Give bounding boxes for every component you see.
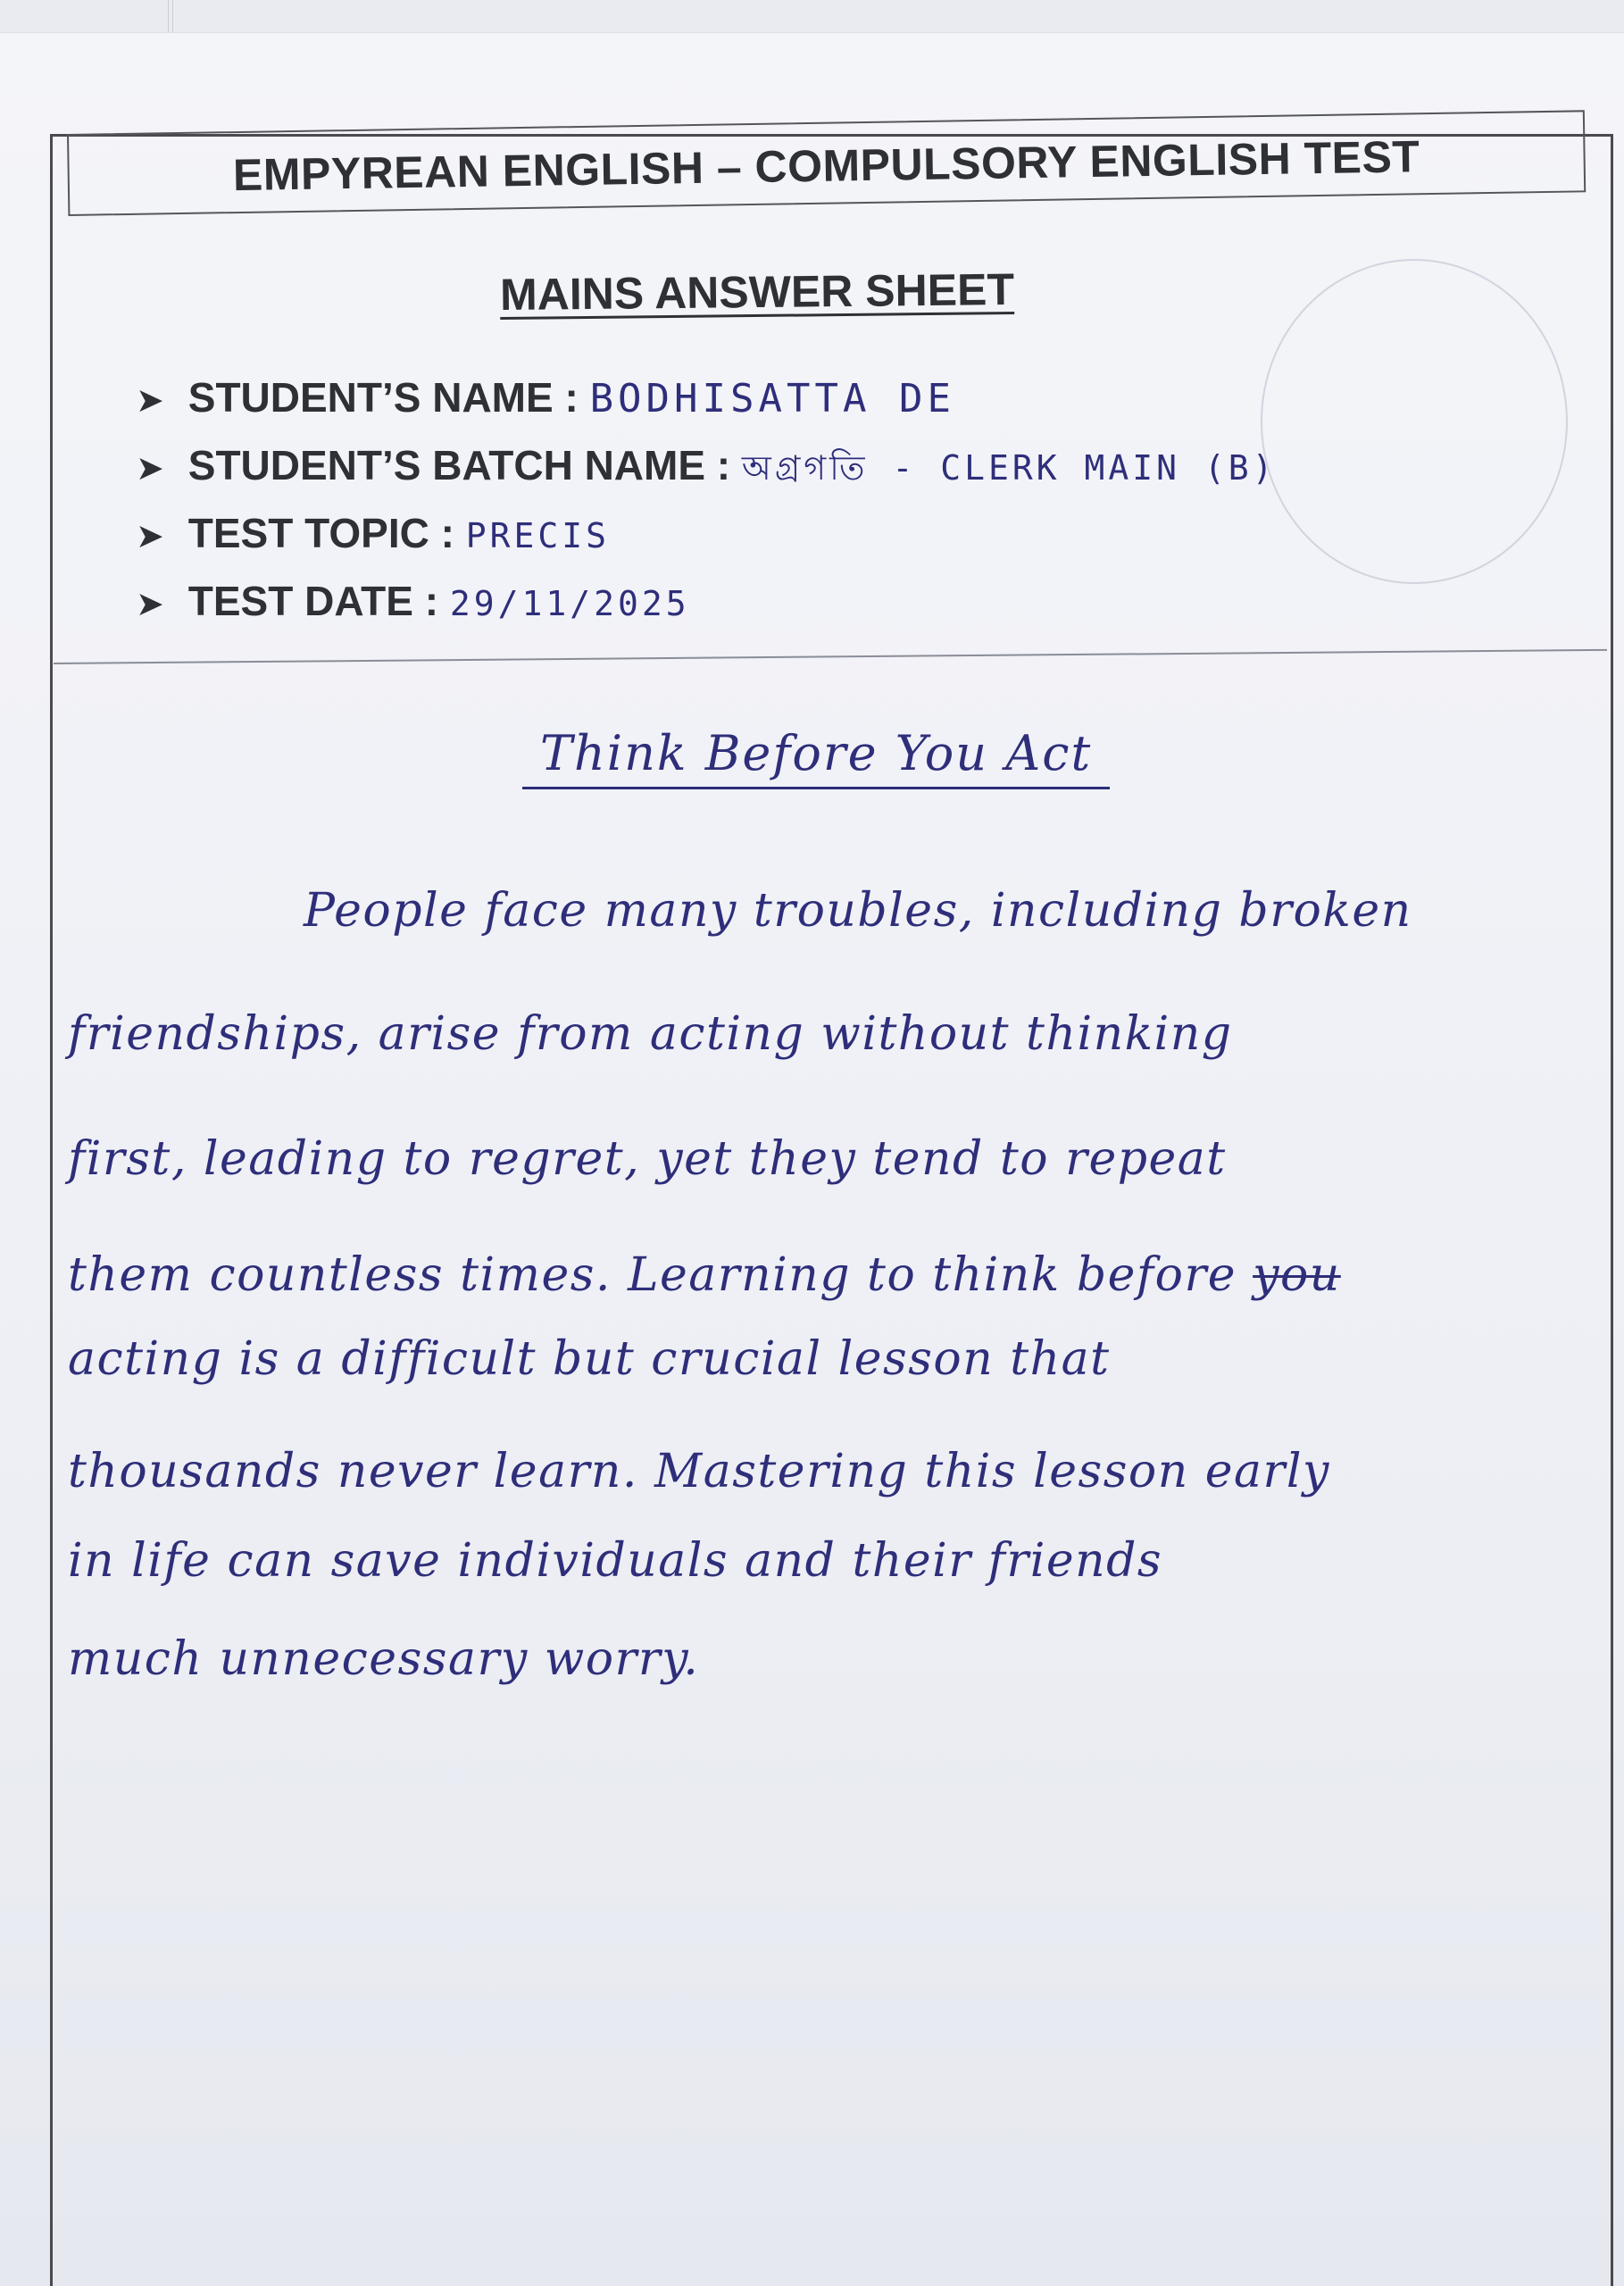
batch-name-value: অগ্রগতি - CLERK MAIN (B) bbox=[741, 448, 1277, 488]
answer-line: in life can save individuals and their friends bbox=[68, 1534, 1163, 1588]
arrow-bullet-icon: ➤ bbox=[136, 586, 164, 623]
answer-title: Think Before You Act bbox=[522, 725, 1110, 789]
student-name-row bbox=[136, 373, 955, 421]
answer-line: thousands never learn. Mastering this lesson early bbox=[68, 1445, 1330, 1498]
answer-line-text: them countless times. Learning to think before bbox=[68, 1248, 1237, 1302]
test-topic-row bbox=[136, 509, 610, 557]
struck-word: you bbox=[1253, 1248, 1341, 1302]
answer-line: friendships, arise from acting without thinking bbox=[68, 1007, 1233, 1061]
arrow-bullet-icon: ➤ bbox=[136, 518, 164, 555]
answer-line: acting is a difficult but crucial lesson that bbox=[68, 1332, 1111, 1386]
answer-line: first, leading to regret, yet they tend to repeat bbox=[68, 1132, 1227, 1186]
answer-line bbox=[68, 1248, 1341, 1302]
test-date-value: 29/11/2025 bbox=[449, 584, 690, 623]
batch-name-row bbox=[136, 441, 1277, 499]
field-label: TEST DATE : bbox=[187, 578, 439, 624]
field-label: TEST TOPIC : bbox=[187, 510, 454, 556]
test-date-row bbox=[136, 577, 690, 625]
field-label: STUDENT’S NAME : bbox=[187, 374, 579, 421]
answer-line: People face many troubles, including broken bbox=[304, 884, 1412, 938]
test-topic-value: PRECIS bbox=[465, 516, 611, 555]
field-label: STUDENT’S BATCH NAME : bbox=[187, 442, 731, 488]
student-name-value: BODHISATTA DE bbox=[589, 376, 955, 421]
arrow-bullet-icon: ➤ bbox=[136, 450, 164, 488]
sheet-subtitle: MAINS ANSWER SHEET bbox=[499, 263, 1015, 321]
paper-edge-line bbox=[168, 0, 173, 32]
arrow-bullet-icon: ➤ bbox=[136, 382, 164, 420]
top-paper-edge bbox=[0, 0, 1624, 33]
sheet-title: EMPYREAN ENGLISH – COMPULSORY ENGLISH TEST bbox=[232, 131, 1420, 201]
faint-stamp-circle bbox=[1261, 259, 1568, 584]
answer-line: much unnecessary worry. bbox=[68, 1632, 700, 1686]
